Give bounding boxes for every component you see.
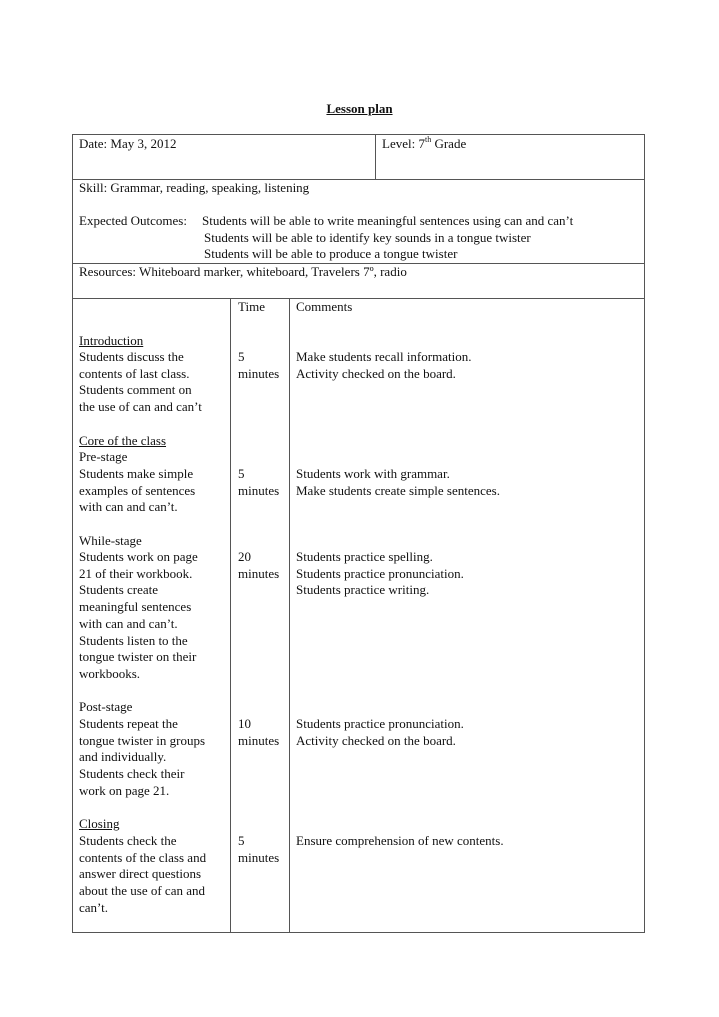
- time-value: 5: [238, 833, 245, 848]
- description-line: work on page 21.: [79, 782, 170, 798]
- description-line: contents of last class.: [79, 365, 190, 381]
- time-unit: minutes: [238, 849, 280, 865]
- comment-line: Make students recall information.: [296, 349, 472, 364]
- stage-time: [238, 466, 279, 499]
- level-prefix: Level: 7: [382, 136, 425, 151]
- description-line: 21 of their workbook.: [79, 565, 193, 581]
- stage-heading-introduction: Introduction: [79, 333, 144, 348]
- stage-time: [238, 716, 279, 749]
- stage-heading-core: Core of the class: [79, 433, 167, 448]
- stage-subheading-pre-stage: Pre-stage: [79, 449, 128, 464]
- comments-column-header: Comments: [296, 299, 353, 314]
- table-border-top: [72, 134, 645, 135]
- stage-description: [79, 716, 205, 800]
- time-unit: minutes: [238, 482, 280, 498]
- description-line: can’t.: [79, 899, 108, 915]
- outcome-item: Students will be able to produce a tongue twister: [204, 246, 458, 261]
- description-line: answer direct questions: [79, 866, 202, 882]
- comment-line: Activity checked on the board.: [296, 732, 456, 748]
- stage-heading-while-stage: While-stage: [79, 533, 142, 548]
- level-ordinal: th: [424, 134, 432, 144]
- description-line: Students comment on: [79, 382, 192, 398]
- comment-line: Ensure comprehension of new contents.: [296, 833, 504, 848]
- stage-comments: [296, 349, 471, 382]
- stage-heading-closing: Closing: [79, 816, 120, 831]
- stage-time: [238, 349, 279, 382]
- date-field: Date: May 3, 2012: [79, 136, 177, 151]
- comment-line: Students practice pronunciation.: [296, 565, 464, 581]
- time-unit: minutes: [238, 365, 280, 381]
- comment-line: Make students create simple sentences.: [296, 482, 500, 498]
- row-divider-resources: [72, 298, 645, 299]
- description-line: Students discuss the: [79, 349, 184, 364]
- comment-line: Activity checked on the board.: [296, 365, 456, 381]
- comment-line: Students practice pronunciation.: [296, 716, 464, 731]
- stage-description: [79, 466, 195, 516]
- comment-line: Students practice spelling.: [296, 549, 433, 564]
- skill-field: Skill: Grammar, reading, speaking, listening: [79, 180, 310, 195]
- level-suffix: Grade: [431, 136, 467, 151]
- description-line: Students check the: [79, 833, 177, 848]
- stage-heading-post-stage: Post-stage: [79, 699, 133, 714]
- stage-time: [238, 549, 279, 582]
- outcome-item: Students will be able to write meaningful sentences using can and can’t: [202, 213, 574, 228]
- outcomes-label: Expected Outcomes:: [79, 213, 187, 228]
- description-line: workbooks.: [79, 665, 141, 681]
- time-value: 20: [238, 549, 251, 564]
- time-col-divider: [289, 298, 290, 932]
- stage-comments: [296, 716, 464, 749]
- description-line: Students create: [79, 582, 159, 598]
- table-border-left: [72, 134, 73, 933]
- comment-line: Students practice writing.: [296, 582, 430, 598]
- stage-col-divider: [230, 298, 231, 932]
- description-line: tongue twister in groups: [79, 732, 206, 748]
- time-value: 10: [238, 716, 251, 731]
- header-col-divider: [375, 134, 376, 179]
- description-line: and individually.: [79, 749, 167, 765]
- description-line: about the use of can and: [79, 883, 205, 899]
- outcome-item: Students will be able to identify key sounds in a tongue twister: [204, 230, 531, 245]
- stage-description: [79, 549, 198, 683]
- description-line: Students repeat the: [79, 716, 178, 731]
- time-unit: minutes: [238, 732, 280, 748]
- description-line: Students make simple: [79, 466, 194, 481]
- level-field: [382, 136, 466, 153]
- description-line: contents of the class and: [79, 849, 207, 865]
- stage-description: [79, 833, 206, 917]
- time-unit: minutes: [238, 565, 280, 581]
- time-value: 5: [238, 466, 245, 481]
- description-line: Students work on page: [79, 549, 198, 564]
- resources-field: Resources: Whiteboard marker, whiteboard, Travelers 7º, radio: [79, 264, 407, 279]
- time-column-header: Time: [238, 299, 265, 314]
- time-value: 5: [238, 349, 245, 364]
- comment-line: Students work with grammar.: [296, 466, 450, 481]
- description-line: the use of can and can’t: [79, 399, 202, 415]
- description-line: tongue twister on their: [79, 649, 197, 665]
- description-line: examples of sentences: [79, 482, 196, 498]
- page-title: Lesson plan: [326, 101, 393, 116]
- description-line: meaningful sentences: [79, 599, 192, 615]
- stage-time: [238, 833, 279, 866]
- description-line: Students check their: [79, 766, 185, 782]
- description-line: with can and can’t.: [79, 615, 178, 631]
- stage-comments: [296, 833, 504, 850]
- description-line: Students listen to the: [79, 632, 188, 648]
- table-border-bottom: [72, 932, 645, 933]
- stage-description: [79, 349, 202, 416]
- table-border-right: [644, 134, 645, 933]
- stage-comments: [296, 466, 500, 499]
- description-line: with can and can’t.: [79, 499, 178, 515]
- stage-comments: [296, 549, 464, 599]
